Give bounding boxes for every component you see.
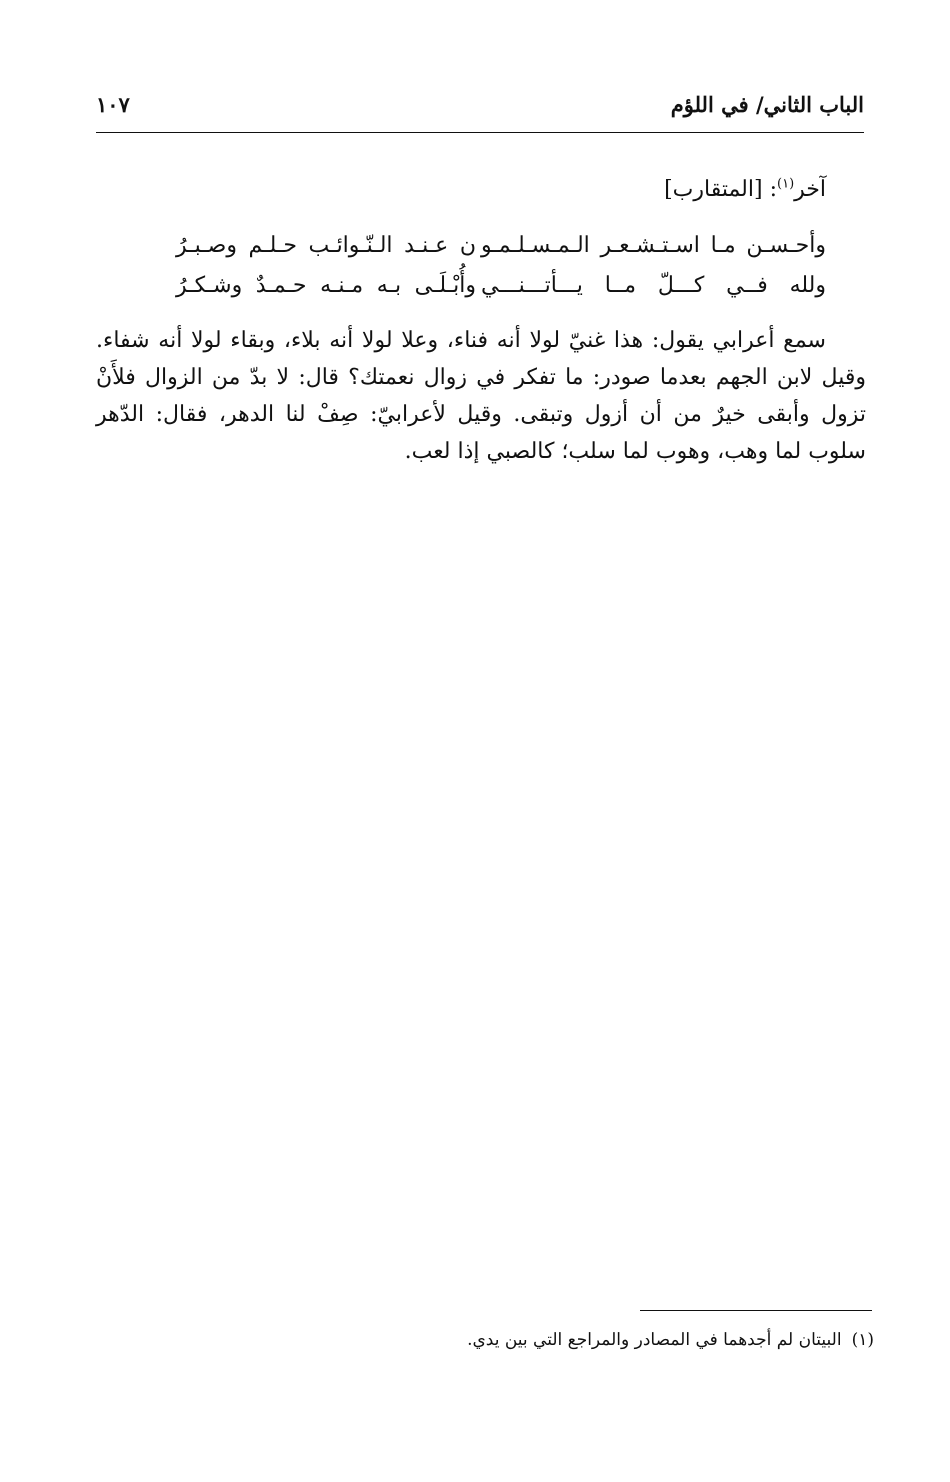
page-number: ١٠٧ — [96, 92, 130, 117]
verse-second-hemistich: ن عـنـد الـنّـوائـب حـلـم وصـبـرُ — [176, 233, 476, 258]
footnote-number: (١) — [851, 1330, 874, 1350]
verse-first-hemistich: وأحـسـن مـا اسـتـشـعـر الـمـسـلـمـو — [481, 233, 826, 258]
footnote — [467, 1326, 874, 1354]
prose-paragraph — [96, 322, 866, 470]
intro-word: آخر — [794, 177, 826, 202]
verse-line — [136, 266, 826, 306]
header-divider — [96, 132, 864, 133]
running-header — [96, 92, 864, 128]
verse-second-hemistich: وأُبْـلَـى بـه مـنـه حـمـدٌ وشـكـرُ — [176, 273, 476, 298]
poem-intro — [96, 168, 826, 212]
footnote-text: البيتان لم أجدهما في المصادر والمراجع التي بين يدي. — [467, 1330, 842, 1350]
verse-first-hemistich: ولله فــي كـــلّ مــا يـــأتـــنـــي — [481, 273, 826, 298]
footnote-divider — [640, 1310, 872, 1311]
meter-label: : [المتقارب] — [664, 177, 777, 202]
main-text — [96, 168, 866, 470]
chapter-title: الباب الثاني/ في اللؤم — [670, 92, 864, 117]
footnote-reference: (١) — [777, 176, 795, 192]
verse-line — [136, 226, 826, 266]
paragraph-text: سمع أعرابي يقول: هذا غنيّ لولا أنه فناء، وعلا لولا أنه بلاء، وبقاء لولا أنه شفاء. وقيل لابن الجهم بعدما صودر: ما تفكر في زوال نعمتك؟ قال: لا بدّ من الزوال فلأَنْ تزول وأبقى خيرٌ من أن أزول وتبقى. وقيل لأعرابيّ: صِفْ لنا الدهر، فقال: الدّهر سلوب لما وهب، وهوب لما سلب؛ كالصبي إذا لعب. — [96, 328, 866, 464]
